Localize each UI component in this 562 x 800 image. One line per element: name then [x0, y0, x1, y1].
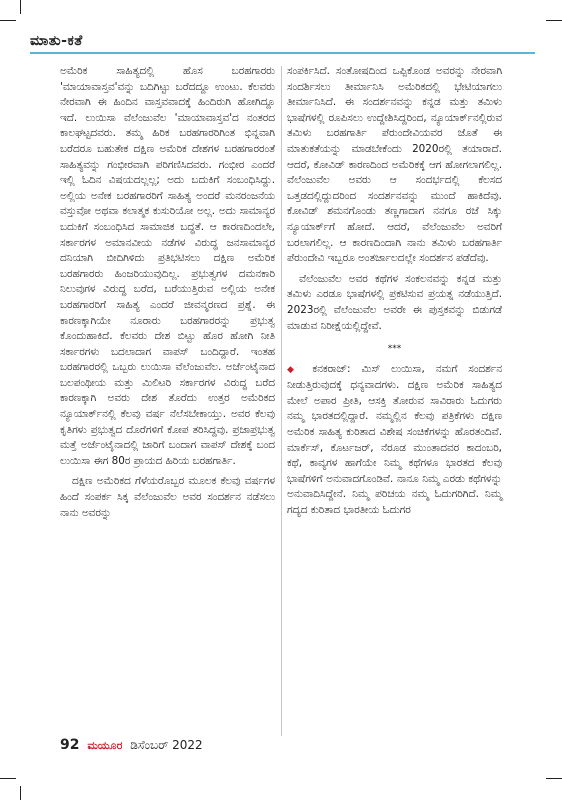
issue-date: ಡಿಸೆಂಬರ್ 2022 — [130, 738, 203, 752]
right-paragraph-1: ಸಂಪರ್ಕಿಸಿದೆ. ಸಂತೋಷದಿಂದ ಒಪ್ಪಿಕೊಂಡ ಅವರನ್ನು ನೇರವಾಗಿ ಸಂದರ್ಶಿಸಲು ತೀರ್ಮಾನಿಸಿ ಅಮೆರಿಕದಲ್ಲಿ ಭೇಟಿಯಾಗಲು ತೀರ್ಮಾನಿಸಿದೆ. ಈ ಸಂದರ್ಶನವನ್ನು ಕನ್ನಡ ಮತ್ತು ತಮಿಳು ಭಾಷೆಗಳಲ್ಲಿ ರೂಪಿಸಲು ಉದ್ದೇಶಿಸಿದ್ದರಿಂದ, ನ್ಯೂಯಾರ್ಕ್‌ನಲ್ಲಿರುವ ತಮಿಳು ಬರಹಗಾರ್ತಿ ಪೆರುಂದೇವಿಯವರ ಜೊತೆ ಈ ಮಾತುಕತೆಯನ್ನು ಮಾಡಬೇಕೆಂದು 2020ರಲ್ಲಿ ತಯಾರಾದೆ. ಆದರೆ, ಕೋವಿಡ್ ಕಾರಣದಿಂದ ಅಮೆರಿಕಕ್ಕೆ ಆಗ ಹೋಗಲಾಗಲಿಲ್ಲ. ವೆಲೆಂಜುವೆಲ ಅವರು ಆ ಸಂದರ್ಭದಲ್ಲಿ ಕೆಲಸದ ಒತ್ತಡದಲ್ಲಿದ್ದುದರಿಂದ ಸಂದರ್ಶನವನ್ನು ಮುಂದೆ ಹಾಕಿದೆವು. ಕೋವಿಡ್ ಶಮನಗೊಂಡು ತಣ್ಣಗಾದಾಗ ನನಗೂ ರಜೆ ಸಿಕ್ಕು ನ್ಯೂಯಾರ್ಕ್‌ಗೆ ಹೋದೆ. ಆದರೆ, ವೆಲೆಂಜುವೆಲ ಅವರಿಗೆ ಬರಲಾಗಲಿಲ್ಲ. ಆ ಕಾರಣದಿಂದಾಗಿ ನಾನು ತಮಿಳು ಬರಹಗಾರ್ತಿ ಪೆರುಂದೇವಿ ಇಬ್ಬರೂ ಅಂತರ್ಜಾಲದಲ್ಲೇ ಸಂದರ್ಶನ ಪಡೆದೆವು. — [287, 65, 502, 265]
diamond-bullet-icon: ◆ — [287, 364, 302, 375]
crop-mark — [20, 786, 21, 800]
left-paragraph-2: ದಕ್ಷಿಣ ಅಮೆರಿಕದ ಗೆಳೆಯರೊಬ್ಬರ ಮೂಲಕ ಕೆಲವು ವರ್ಷಗಳ ಹಿಂದೆ ಸಂಪರ್ಕ ಸಿಕ್ಕ ವೆಲೆಂಜುವೆಲ ಅವರ ಸಂದರ್ಶನ ನಡೆಸಲು ನಾನು ಅವರನ್ನು — [60, 475, 275, 519]
left-column — [60, 64, 275, 521]
crop-mark — [0, 778, 16, 779]
qa-paragraph — [287, 362, 502, 519]
right-column — [287, 64, 502, 519]
crop-mark — [546, 20, 562, 21]
page-footer — [60, 737, 203, 753]
page-number: 92 — [60, 737, 80, 753]
crop-mark — [546, 778, 562, 779]
crop-mark — [20, 0, 21, 14]
column-divider — [281, 66, 282, 736]
header-rule — [30, 52, 535, 54]
magazine-logo: ಮಯೂರ — [87, 739, 123, 752]
section-separator: *** — [387, 344, 402, 355]
qa-text: ಕನಕರಾಜ್: ಮಿಸ್ ಲುಯಿಸಾ, ನಮಗೆ ಸಂದರ್ಶನ ನೀಡುತ್ತಿರುವುದಕ್ಕೆ ಧನ್ಯವಾದಗಳು. ದಕ್ಷಿಣ ಅಮೆರಿಕ ಸಾಹಿತ್ಯದ ಮೇಲೆ ಅಪಾರ ಪ್ರೀತಿ, ಆಸಕ್ತಿ ತೋರುವ ಸಾವಿರಾರು ಓದುಗರು ನಮ್ಮ ಭಾರತದಲ್ಲಿದ್ದಾರೆ. ನಮ್ಮಲ್ಲಿನ ಕೆಲವು ಪತ್ರಿಕೆಗಳು ದಕ್ಷಿಣ ಅಮೆರಿಕ ಸಾಹಿತ್ಯ ಕುರಿತಾದ ವಿಶೇಷ ಸಂಚಿಕೆಗಳನ್ನು ಹೊರತಂದಿವೆ. ಮಾರ್ಕೆಸ್, ಕೊರ್ಟಜರ್, ನೆರೂಡ ಮುಂತಾದವರ ಕಾದಂಬರಿ, ಕಥೆ, ಕಾವ್ಯಗಳ ಹಾಗೆಯೇ ನಿಮ್ಮ ಕಥೆಗಳೂ ಭಾರತದ ಕೆಲವು ಭಾಷೆಗಳಿಗೆ ಅನುವಾದಗೊಂಡಿವೆ. ನಾನೂ ನಿಮ್ಮ ಎರಡು ಕಥೆಗಳನ್ನು ಅನುವಾದಿಸಿದ್ದೇನೆ. ನಿಮ್ಮ ಪರಿಚಯ ನಮ್ಮ ಓದುಗರಿಗಿದೆ. ನಿಮ್ಮ ಗದ್ಯದ ಕುರಿತಾದ ಭಾರತೀಯ ಓದುಗರ — [287, 362, 502, 517]
crop-mark — [0, 20, 16, 21]
section-title: ಮಾತು-ಕತೆ — [30, 33, 83, 49]
right-paragraph-2: ವೆಲೆಂಜುವೆಲ ಅವರ ಕಥೆಗಳ ಸಂಕಲನವನ್ನು ಕನ್ನಡ ಮತ್ತು ತಮಿಳು ಎರಡೂ ಭಾಷೆಗಳಲ್ಲಿ ಪ್ರಕಟಿಸುವ ಪ್ರಯತ್ನ ನಡೆಯುತ್ತಿದೆ. 2023ರಲ್ಲಿ ವೆಲೆಂಜುವೆಲ ಅವರೇ ಈ ಪುಸ್ತಕವನ್ನು ಬಿಡುಗಡೆ ಮಾಡುವ ನಿರೀಕ್ಷೆಯಲ್ಲಿದ್ದೇವೆ. — [287, 272, 502, 332]
left-paragraph-1: ಅಮೆರಿಕ ಸಾಹಿತ್ಯದಲ್ಲಿ ಹೊಸ ಬರಹಗಾರರು 'ಮಾಯಾವಾಸ್ತವ'ವನ್ನು ಬದಿಗಿಟ್ಟು ಬರೆದದ್ದೂ ಉಂಟು. ಕೆಲವರು ನೇರವಾಗಿ ಈ ಹಿಂದಿನ ವಾಸ್ತವವಾದಕ್ಕೆ ಹಿಂದಿರುಗಿ ಹೋಗಿದ್ದೂ ಇದೆ. ಲುಯಿಸಾ ವೆಲೆಂಜುವೆಲ 'ಮಾಯಾವಾಸ್ತವ'ದ ನಂತರದ ಕಾಲಘಟ್ಟದವರು. ತಮ್ಮ ಹಿರಿಕ ಬರಹಗಾರರಿಗಿಂತ ಭಿನ್ನವಾಗಿ ಬರೆದರೂ ಬಹುತೇಕ ದಕ್ಷಿಣ ಅಮೆರಿಕ ದೇಶಗಳ ಬರಹಗಾರರಂತೆ ಸಾಹಿತ್ಯವನ್ನು ಗಂಭೀರವಾಗಿ ಪರಿಗಣಿಸಿದವರು. ಗಂಭೀರ ಎಂದರೆ ಇಲ್ಲಿ ಓದಿನ ವಿಷಯದಲ್ಲಲ್ಲ; ಅದು ಬದುಕಿಗೆ ಸಂಬಂಧಿಸಿದ್ದು. ಅಲ್ಲಿಯ ಅನೇಕ ಬರಹಗಾರರಿಗೆ ಸಾಹಿತ್ಯ ಅಂದರೆ ಮನರಂಜನೆಯ ವಸ್ತುವೋ ಅಥವಾ ಕಲಾತ್ಮಕ ಕುಸುರಿಯೋ ಅಲ್ಲ. ಅದು ಸಾಮಾನ್ಯರ ಬದುಕಿಗೆ ಸಂಬಂಧಿಸಿದ ಸಾಮಾಜಿಕ ಬದ್ಧತೆ. ಆ ಕಾರಣದಿಂದಲೇ, ಸರ್ಕಾರಗಳ ಅಮಾನವೀಯ ನಡೆಗಳ ವಿರುದ್ಧ ಜನಸಾಮಾನ್ಯರ ದನಿಯಾಗಿ ಬೀದಿಗಿಳಿದು ಪ್ರತಿಭಟಿಸಲು ದಕ್ಷಿಣ ಅಮೆರಿಕ ಬರಹಗಾರರು ಹಿಂಜರಿಯುವುದಿಲ್ಲ. ಪ್ರಭುತ್ವಗಳ ದಮನಕಾರಿ ನಿಲುವುಗಳ ವಿರುದ್ಧ ಬರೆದ, ಬರೆಯುತ್ತಿರುವ ಅಲ್ಲಿಯ ಅನೇಕ ಬರಹಗಾರರಿಗೆ ಸಾಹಿತ್ಯ ಎಂದರೆ ಜೀವನ್ಮರಣದ ಪ್ರಶ್ನೆ. ಈ ಕಾರಣಕ್ಕಾಗಿಯೇ ನೂರಾರು ಬರಹಗಾರರನ್ನು ಪ್ರಭುತ್ವ ಕೊಂದುಹಾಕಿದೆ. ಕೆಲವರು ದೇಶ ಬಿಟ್ಟು ಹೊರ ಹೋಗಿ ನೀತಿ ಸರ್ಕಾರಗಳು ಬದಲಾದಾಗ ವಾಪಸ್ ಬಂದಿದ್ದಾರೆ. ಇಂತಹ ಬರಹಗಾರರಲ್ಲಿ ಒಬ್ಬರು ಲುಯಿಸಾ ವೆಲೆಂಜುವೆಲ. ಅರ್ಜೆಂಟೈನಾದ ಬಲಪಂಥೀಯ ಮತ್ತು ಮಿಲಿಟರಿ ಸರ್ಕಾರಗಳ ವಿರುದ್ಧ ಬರೆದ ಕಾರಣಕ್ಕಾಗಿ ಅವರು ದೇಶ ತೊರೆದು ಉತ್ತರ ಅಮೆರಿಕದ ನ್ಯೂಯಾರ್ಕ್‌ನಲ್ಲಿ ಕೆಲವು ವರ್ಷ ನೆಲೆಸಬೇಕಾಯ್ತು. ಅವರ ಕೆಲವು ಕೃತಿಗಳು ಪ್ರಭುತ್ವದ ದೊರೆಗಳಿಗೆ ಕೋಪ ತರಿಸಿದ್ದವು. ಪ್ರಜಾಪ್ರಭುತ್ವ ಮತ್ತೆ ಅರ್ಜೆಂಟೈನಾದಲ್ಲಿ ಜಾರಿಗೆ ಬಂದಾಗ ವಾಪಸ್ ದೇಶಕ್ಕೆ ಬಂದ ಲುಯಿಸಾ ಈಗ 80ರ ಪ್ರಾಯದ ಹಿರಿಯ ಬರಹಗಾರ್ತಿ. — [60, 65, 275, 467]
